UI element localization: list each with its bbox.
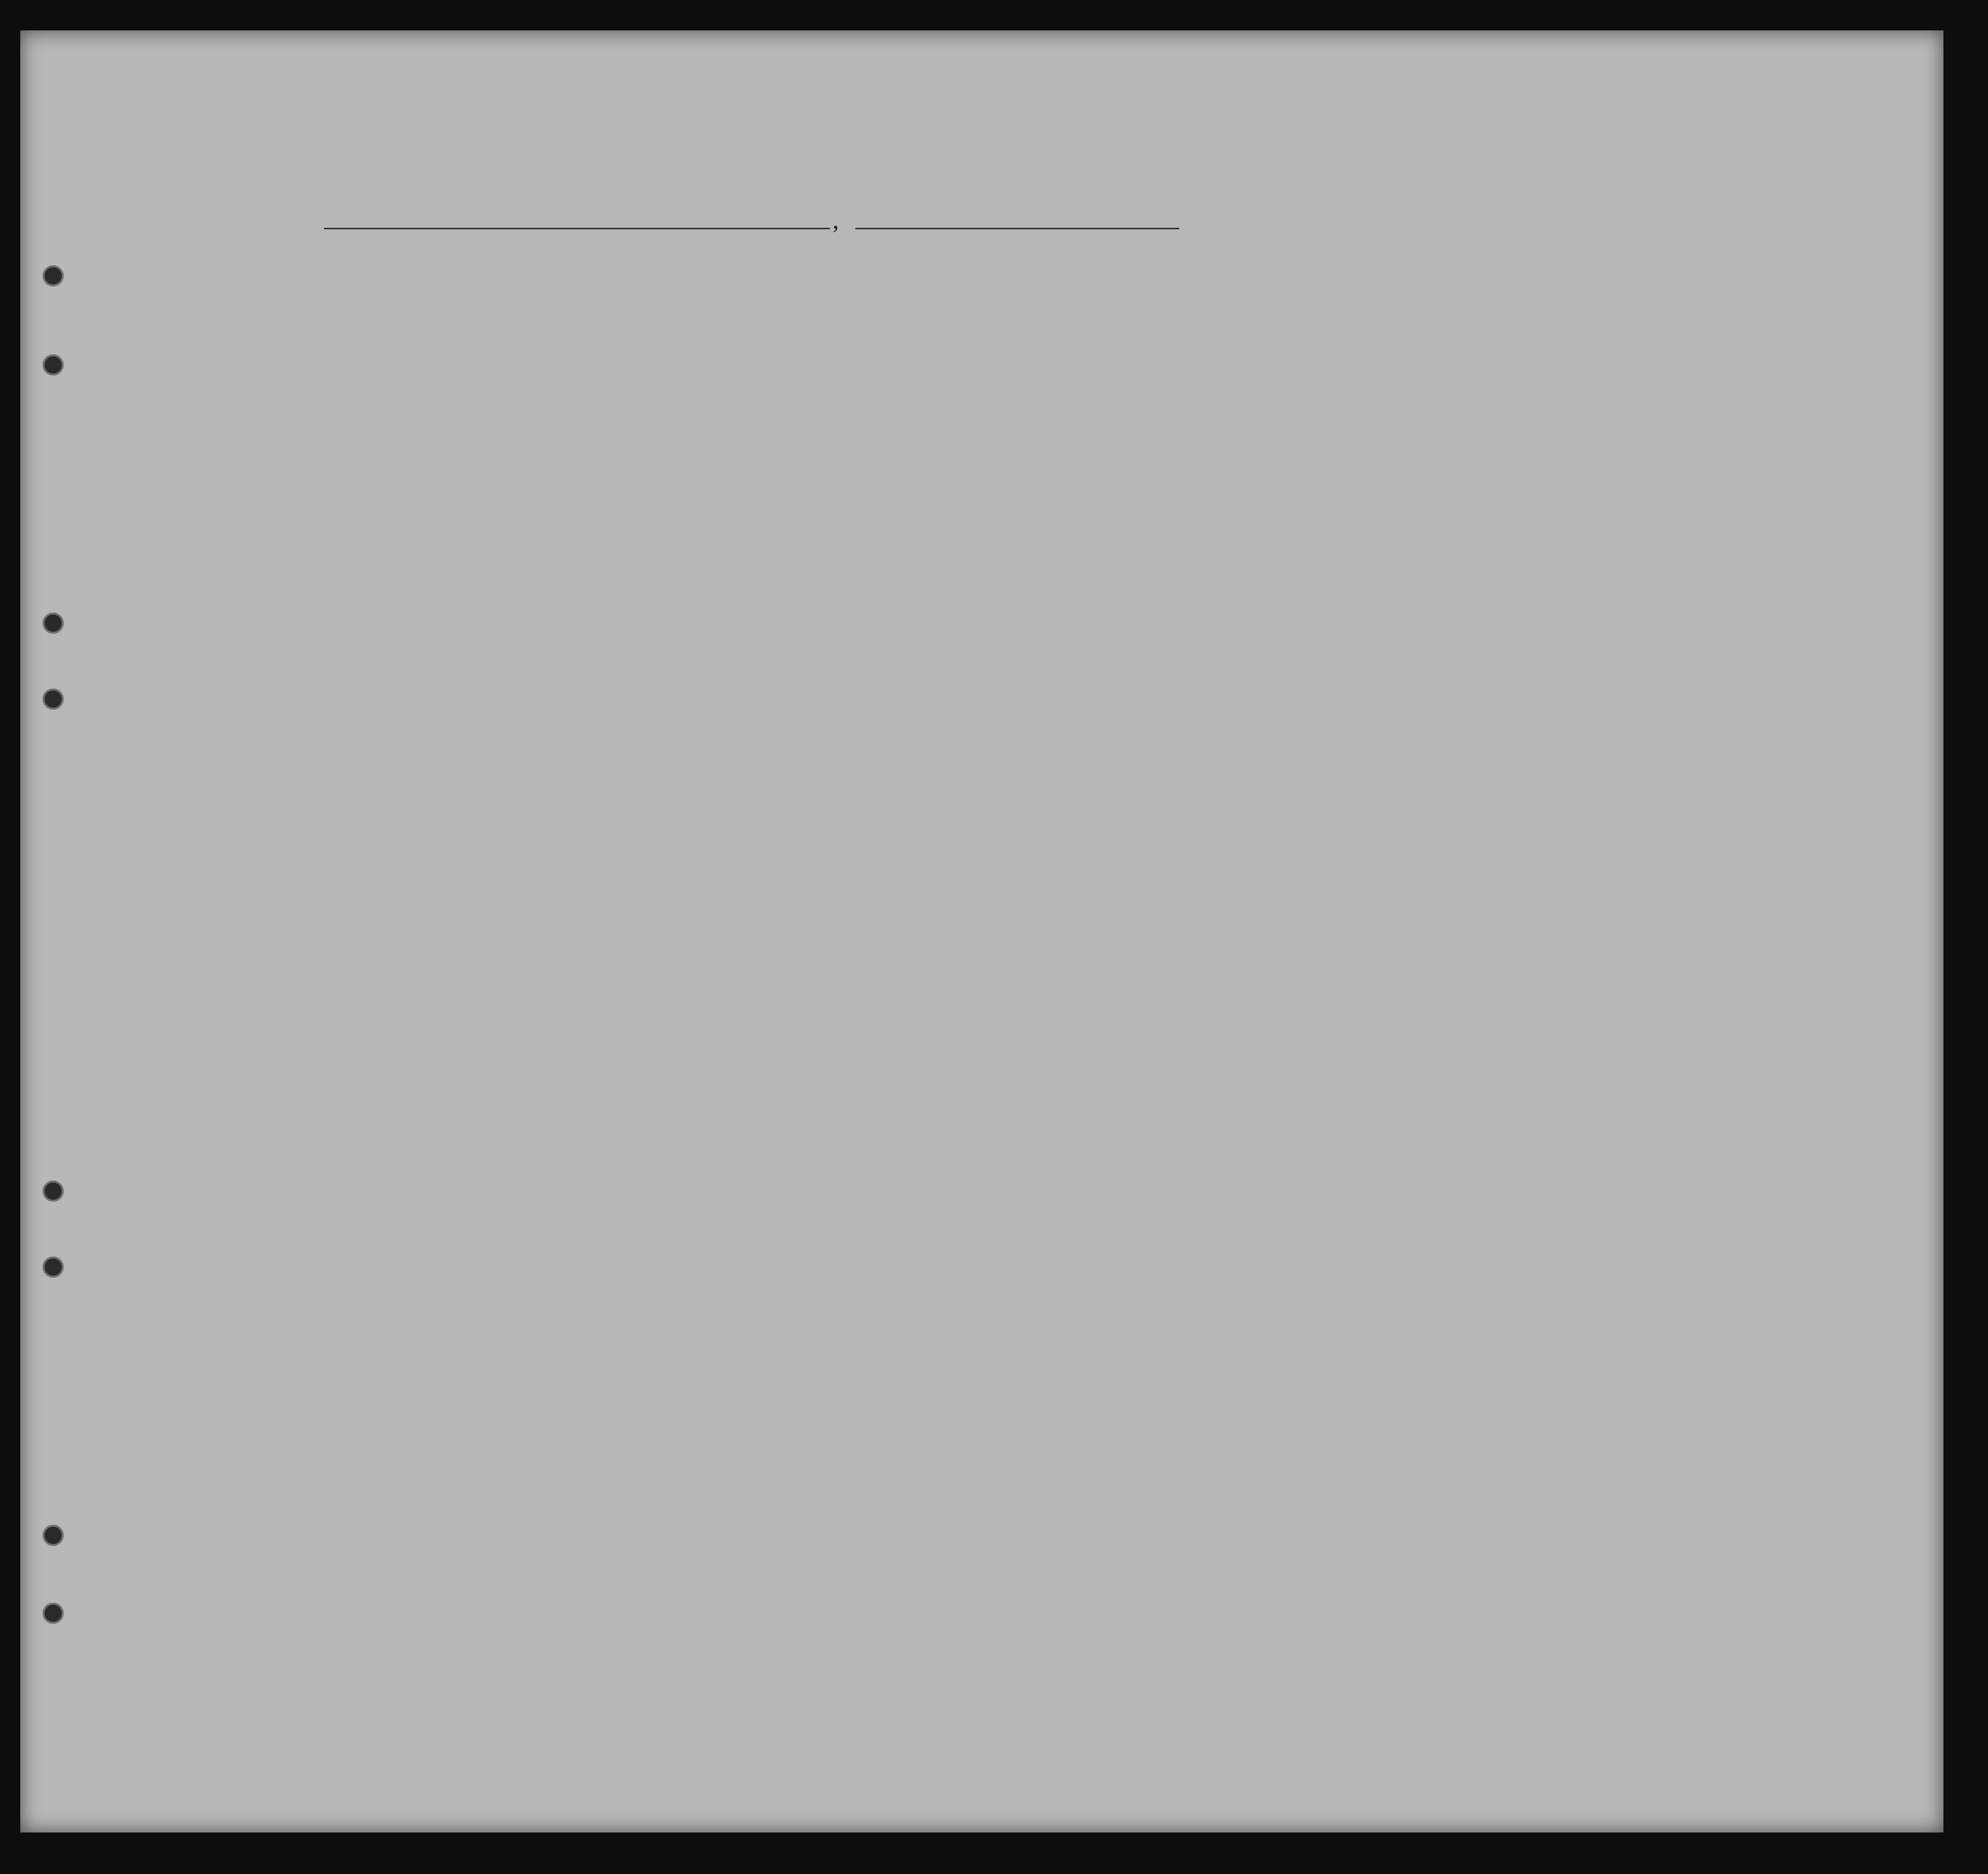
comma: , xyxy=(833,206,839,234)
